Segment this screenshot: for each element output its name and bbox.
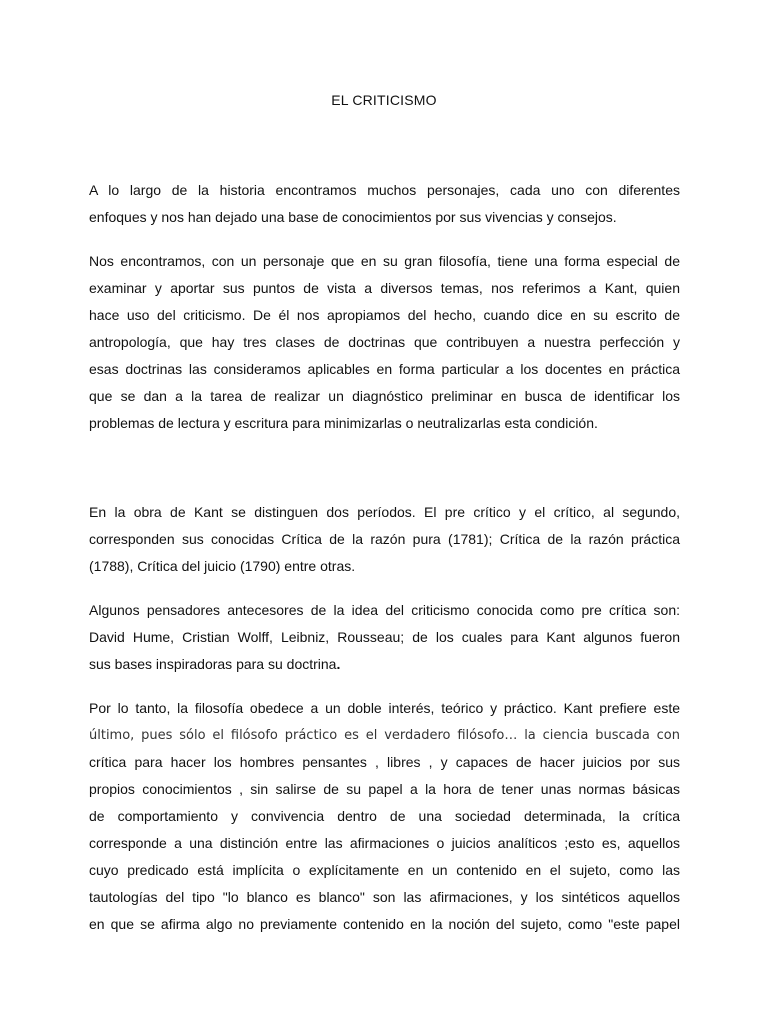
paragraph-line: Por lo tanto, la filosofía obedece a un doble interés, teórico y práctico. Kant prefiere este	[89, 700, 680, 716]
paragraph-line: tautologías del tipo "lo blanco es blanco" son las afirmaciones, y los sintéticos aquellos	[89, 889, 680, 905]
paragraph-line: enfoques y nos han dejado una base de conocimientos por sus vivencias y consejos.	[89, 209, 617, 225]
paragraph-line: antropología, que hay tres clases de doctrinas que contribuyen a nuestra perfección y	[89, 334, 680, 350]
paragraph-line: propios conocimientos , sin salirse de su papel a la hora de tener unas normas básicas	[89, 781, 680, 797]
paragraph-line: David Hume, Cristian Wolff, Leibniz, Rousseau; de los cuales para Kant algunos fueron	[89, 629, 680, 645]
paragraph-line: de comportamiento y convivencia dentro de una sociedad determinada, la crítica	[89, 808, 680, 824]
paragraph-line: hace uso del criticismo. De él nos apropiamos del hecho, cuando dice en su escrito de	[89, 307, 680, 323]
paragraph-line: En la obra de Kant se distinguen dos períodos. El pre crítico y el crítico, al segundo,	[89, 504, 680, 520]
paragraph-line: en que se afirma algo no previamente contenido en la noción del sujeto, como "este papel	[89, 916, 680, 932]
document-title: EL CRITICISMO	[331, 92, 437, 108]
paragraph-line: que se dan a la tarea de realizar un diagnóstico preliminar en busca de identificar los	[89, 388, 680, 404]
paragraph-line: Algunos pensadores antecesores de la idea del criticismo conocida como pre crítica son:	[89, 602, 680, 618]
paragraph-kant-intro	[89, 248, 680, 437]
paragraph-intro	[89, 177, 680, 231]
paragraph-line: esas doctrinas las consideramos aplicables en forma particular a los docentes en práctica	[89, 361, 680, 377]
paragraph-line: crítica para hacer los hombres pensantes , libres , y capaces de hacer juicios por sus	[89, 754, 680, 770]
paragraph-periods	[89, 499, 680, 580]
paragraph-line: Nos encontramos, con un personaje que en su gran filosofía, tiene una forma especial de	[89, 253, 680, 269]
trailing-period: .	[336, 656, 341, 672]
paragraph-line: cuyo predicado está implícita o explícitamente en un contenido en el sujeto, como las	[89, 862, 680, 878]
paragraph-line-quoted: último, pues sólo el filósofo práctico es el verdadero filósofo… la ciencia buscada con	[89, 728, 680, 743]
paragraph-line: corresponde a una distinción entre las afirmaciones o juicios analíticos ;esto es, aquellos	[89, 835, 680, 851]
paragraph-line: A lo largo de la historia encontramos muchos personajes, cada uno con diferentes	[89, 182, 680, 198]
paragraph-line-text: sus bases inspiradoras para su doctrina	[89, 656, 337, 672]
paragraph-philosophy	[89, 695, 680, 938]
paragraph-predecessors	[89, 597, 680, 678]
paragraph-line: problemas de lectura y escritura para minimizarlas o neutralizarlas esta condición.	[89, 415, 598, 431]
paragraph-line-last	[89, 651, 680, 678]
paragraph-line: (1788), Crítica del juicio (1790) entre otras.	[89, 558, 356, 574]
paragraph-line: corresponden sus conocidas Crítica de la razón pura (1781); Crítica de la razón práctica	[89, 531, 680, 547]
paragraph-line: examinar y aportar sus puntos de vista a diversos temas, nos referimos a Kant, quien	[89, 280, 680, 296]
